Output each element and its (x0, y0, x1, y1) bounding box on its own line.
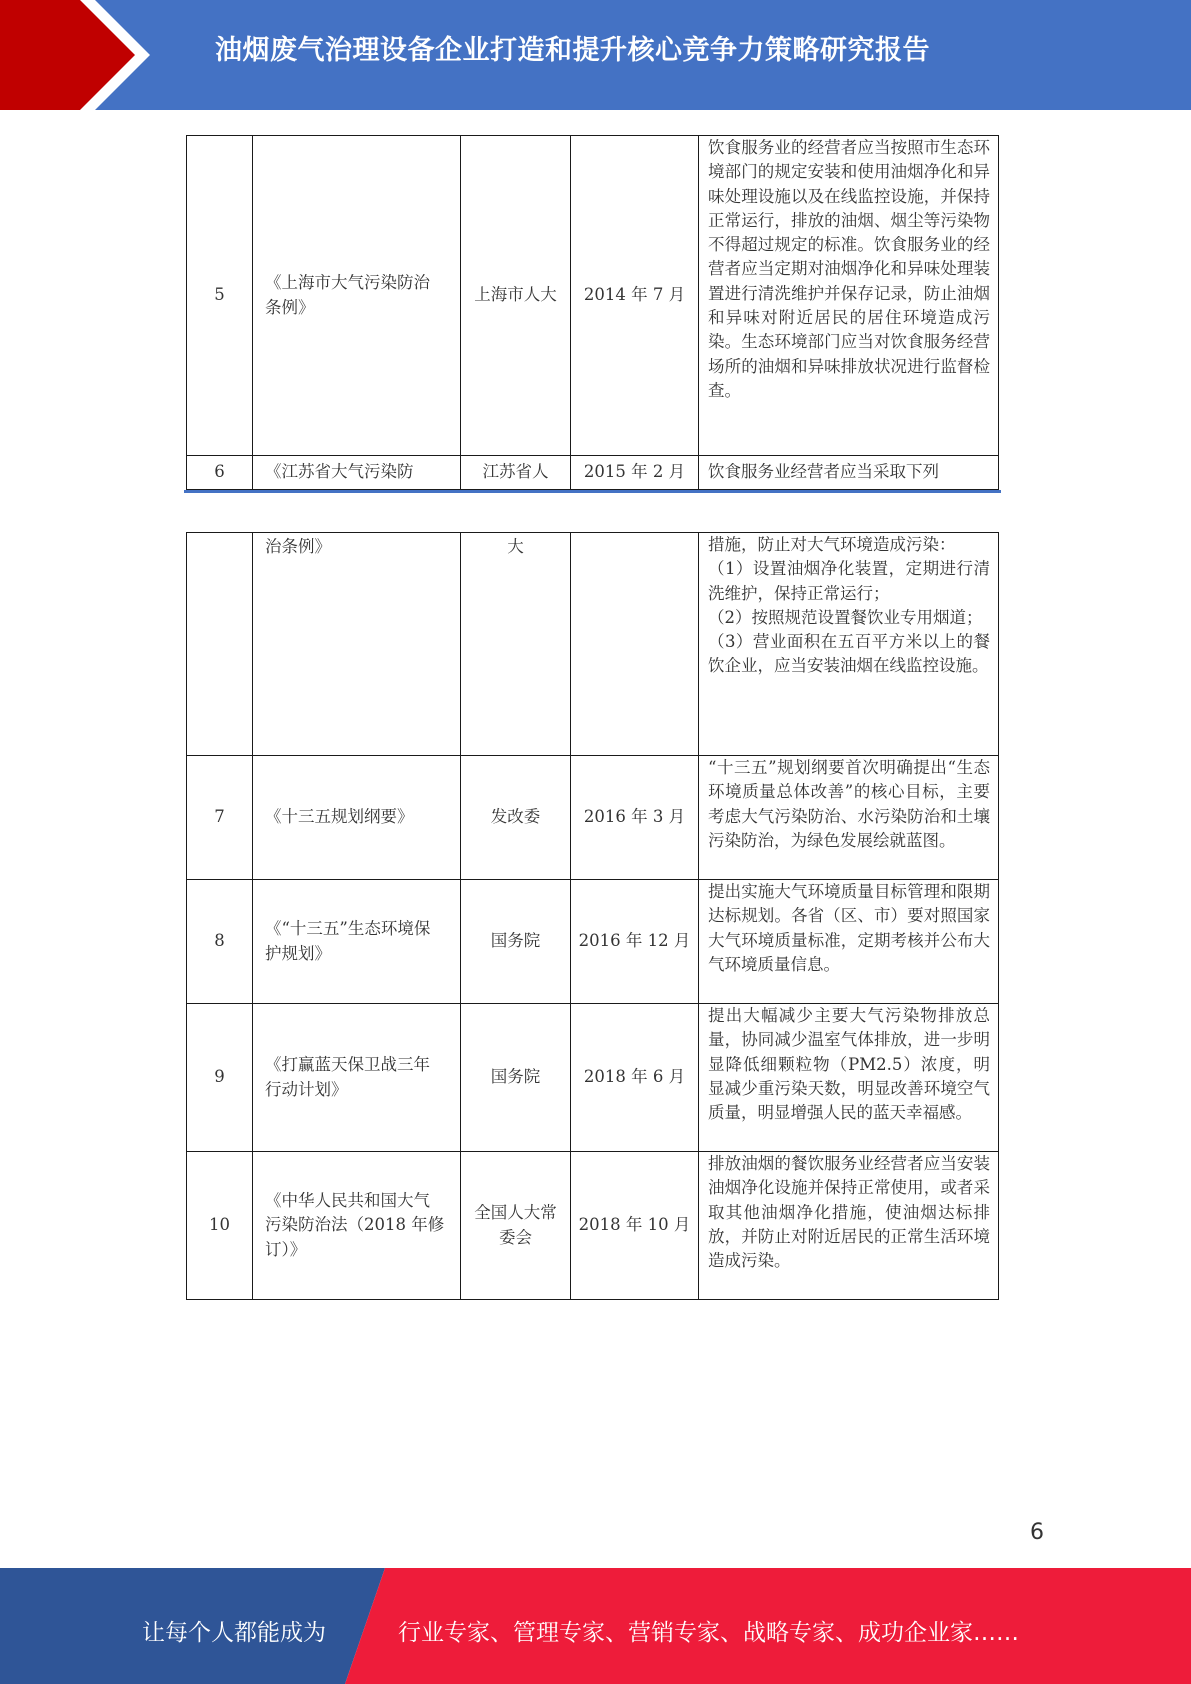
page-number: 6 (1030, 1520, 1044, 1545)
regulation-title: 《中华人民共和国大气污染防治法（2018 年修订）》 (253, 1152, 461, 1300)
footer-slogan-right: 行业专家、管理专家、营销专家、战略专家、成功企业家…… (398, 1620, 1019, 1646)
row-number: 5 (187, 136, 253, 456)
regulation-title: 《十三五规划纲要》 (253, 756, 461, 880)
table-row (187, 456, 999, 490)
regulation-content: 措施，防止对大气环境造成污染： （1）设置油烟净化装置，定期进行清洗维护，保持正常运行； （2）按照规范设置餐饮业专用烟道； （3）营业面积在五百平方米以上的餐饮企业，应当安装油烟在线监控设施。 (699, 533, 999, 756)
row-number (187, 533, 253, 756)
regulation-content: 提出大幅减少主要大气污染物排放总量，协同减少温室气体排放，进一步明显降低细颗粒物（PM2.5）浓度，明显减少重污染天数，明显改善环境空气质量，明显增强人民的蓝天幸福感。 (699, 1004, 999, 1152)
regulation-content: “十三五”规划纲要首次明确提出“生态环境质量总体改善”的核心目标，主要考虑大气污染防治、水污染防治和土壤污染防治，为绿色发展绘就蓝图。 (699, 756, 999, 880)
issuing-body: 全国人大常委会 (461, 1152, 571, 1300)
row-number: 10 (187, 1152, 253, 1300)
footer-slogan-left: 让每个人都能成为 (142, 1620, 326, 1646)
issue-date: 2018 年 6 月 (571, 1004, 699, 1152)
issue-date: 2015 年 2 月 (571, 456, 699, 490)
row-number: 8 (187, 880, 253, 1004)
issue-date: 2016 年 12 月 (571, 880, 699, 1004)
row-number: 6 (187, 456, 253, 490)
issue-date (571, 533, 699, 756)
issuing-body: 国务院 (461, 880, 571, 1004)
page-header (0, 0, 1191, 110)
issuing-body: 国务院 (461, 1004, 571, 1152)
regulation-title: 《江苏省大气污染防 (253, 456, 461, 490)
table-row (187, 880, 999, 1004)
issue-date: 2014 年 7 月 (571, 136, 699, 456)
table-row (187, 1152, 999, 1300)
report-title: 油烟废气治理设备企业打造和提升核心竞争力策略研究报告 (215, 35, 930, 66)
header-red-arrow-decoration (0, 0, 160, 110)
regulation-title: 《“十三五”生态环境保护规划》 (253, 880, 461, 1004)
table-row (187, 136, 999, 456)
issuing-body: 发改委 (461, 756, 571, 880)
table-bottom-rule (184, 490, 1001, 493)
policy-table-part2 (186, 532, 999, 1300)
regulation-content: 饮食服务业经营者应当采取下列 (699, 456, 999, 490)
table-row (187, 1004, 999, 1152)
regulation-title: 《上海市大气污染防治条例》 (253, 136, 461, 456)
issue-date: 2018 年 10 月 (571, 1152, 699, 1300)
regulation-title: 治条例》 (253, 533, 461, 756)
issuing-body: 大 (461, 533, 571, 756)
issuing-body: 江苏省人 (461, 456, 571, 490)
table-row (187, 756, 999, 880)
regulation-content: 提出实施大气环境质量目标管理和限期达标规划。各省（区、市）要对照国家大气环境质量标准，定期考核并公布大气环境质量信息。 (699, 880, 999, 1004)
policy-table-part1 (186, 135, 999, 490)
row-number: 7 (187, 756, 253, 880)
issuing-body: 上海市人大 (461, 136, 571, 456)
regulation-title: 《打赢蓝天保卫战三年行动计划》 (253, 1004, 461, 1152)
issue-date: 2016 年 3 月 (571, 756, 699, 880)
regulation-content: 排放油烟的餐饮服务业经营者应当安装油烟净化设施并保持正常使用，或者采取其他油烟净化措施，使油烟达标排放，并防止对附近居民的正常生活环境造成污染。 (699, 1152, 999, 1300)
page-footer (0, 1568, 1191, 1684)
table-row-continuation (187, 533, 999, 756)
regulation-content: 饮食服务业的经营者应当按照市生态环境部门的规定安装和使用油烟净化和异味处理设施以及在线监控设施，并保持正常运行，排放的油烟、烟尘等污染物不得超过规定的标准。饮食服务业的经营者应当定期对油烟净化和异味处理装置进行清洗维护并保存记录，防止油烟和异味对附近居民的居住环境造成污染。生态环境部门应当对饮食服务经营场所的油烟和异味排放状况进行监督检查。 (699, 136, 999, 456)
row-number: 9 (187, 1004, 253, 1152)
